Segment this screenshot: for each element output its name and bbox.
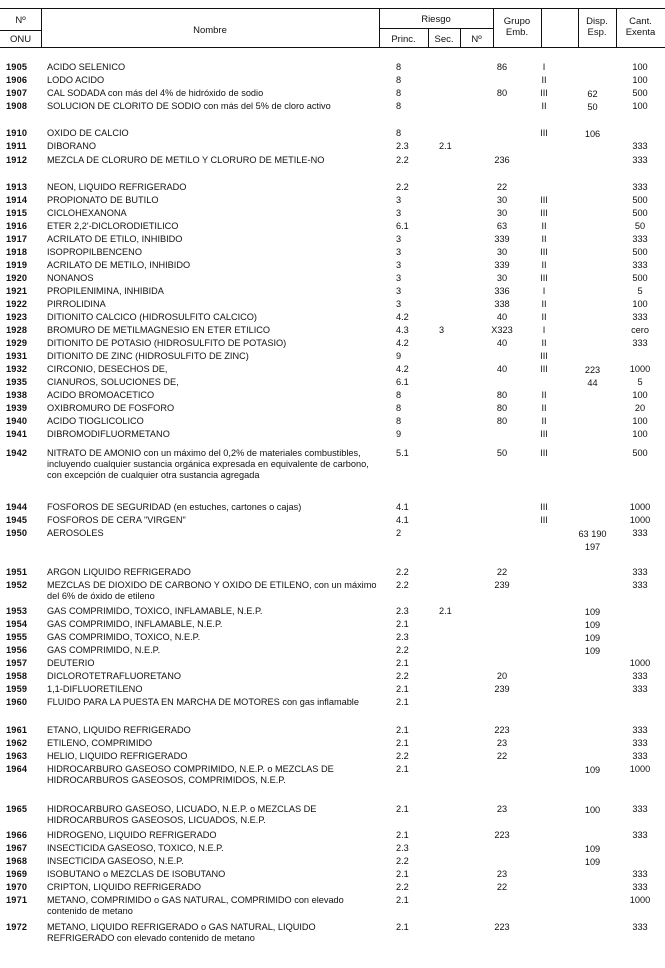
row-name: MEZCLAS DE DIOXIDO DE CARBONO Y OXIDO DE ETILENO, con un máximo del 6% de óxido de etileno xyxy=(47,580,377,601)
row-name: ACRILATO DE ETILO, INHIBIDO xyxy=(47,234,183,244)
row-onu: 1913 xyxy=(6,182,28,192)
row-onu: 1963 xyxy=(6,751,28,761)
row-riesgo-num: 22 xyxy=(496,182,508,192)
row-riesgo-num: 338 xyxy=(494,299,510,309)
row-name: AEROSOLES xyxy=(47,528,104,538)
row-name: CIANUROS, SOLUCIONES DE, xyxy=(47,377,179,387)
row-riesgo-sec: 3 xyxy=(439,325,445,335)
row-riesgo-num: 40 xyxy=(496,364,508,374)
row-name: GAS COMPRIMIDO, TOXICO, INFLAMABLE, N.E.P. xyxy=(47,606,263,616)
row-onu: 1929 xyxy=(6,338,28,348)
row-cant-exenta: 500 xyxy=(632,208,648,218)
row-riesgo-princ: 4.2 xyxy=(396,312,409,322)
row-name: ETILENO, COMPRIMIDO xyxy=(47,738,153,748)
row-name: GAS COMPRIMIDO, N.E.P. xyxy=(47,645,161,655)
row-riesgo-num: 20 xyxy=(496,671,508,681)
row-name: ACIDO TIOGLICOLICO xyxy=(47,416,144,426)
row-onu: 1961 xyxy=(6,725,28,735)
row-onu: 1942 xyxy=(6,448,28,458)
row-riesgo-num: 23 xyxy=(496,869,508,879)
row-riesgo-princ: 9 xyxy=(396,429,402,439)
row-onu: 1970 xyxy=(6,882,28,892)
row-riesgo-princ: 3 xyxy=(396,234,402,244)
row-onu: 1968 xyxy=(6,856,28,866)
row-grupo-emb: III xyxy=(540,429,548,439)
row-riesgo-princ: 6.1 xyxy=(396,221,409,231)
row-riesgo-num: 50 xyxy=(496,448,508,458)
header-top-rule xyxy=(0,8,665,9)
row-cant-exenta: 333 xyxy=(632,882,648,892)
row-riesgo-num: 30 xyxy=(496,273,508,283)
row-onu: 1938 xyxy=(6,390,28,400)
row-name: INSECTICIDA GASEOSO, N.E.P. xyxy=(47,856,184,866)
row-riesgo-princ: 2.1 xyxy=(396,738,409,748)
row-onu: 1922 xyxy=(6,299,28,309)
row-onu: 1950 xyxy=(6,528,28,538)
row-cant-exenta: 333 xyxy=(632,869,648,879)
row-riesgo-num: X323 xyxy=(491,325,513,335)
row-riesgo-princ: 2.2 xyxy=(396,671,409,681)
row-onu: 1920 xyxy=(6,273,28,283)
row-cant-exenta: 500 xyxy=(632,247,648,257)
row-onu: 1944 xyxy=(6,502,28,512)
row-onu: 1906 xyxy=(6,75,28,85)
row-cant-exenta: 333 xyxy=(632,830,648,840)
row-name: BROMURO DE METILMAGNESIO EN ETER ETILICO xyxy=(47,325,271,335)
row-riesgo-princ: 9 xyxy=(396,351,402,361)
header-sec: Sec. xyxy=(434,34,454,45)
row-onu: 1921 xyxy=(6,286,28,296)
row-cant-exenta: 333 xyxy=(632,751,648,761)
row-cant-exenta: 333 xyxy=(632,182,648,192)
row-name: ISOBUTANO o MEZCLAS DE ISOBUTANO xyxy=(47,869,226,879)
row-cant-exenta: 333 xyxy=(632,671,648,681)
row-onu: 1911 xyxy=(6,141,27,151)
row-name: HELIO, LIQUIDO REFRIGERADO xyxy=(47,751,188,761)
row-disp-esp: 63 190 197 xyxy=(578,529,607,552)
row-onu: 1935 xyxy=(6,377,28,387)
row-cant-exenta: 100 xyxy=(632,101,648,111)
row-riesgo-princ: 3 xyxy=(396,195,402,205)
row-name: NEON, LIQUIDO REFRIGERADO xyxy=(47,182,187,192)
row-grupo-emb: III xyxy=(540,364,548,374)
row-riesgo-princ: 3 xyxy=(396,208,402,218)
row-onu: 1951 xyxy=(6,567,28,577)
row-riesgo-princ: 2.3 xyxy=(396,843,409,853)
row-disp-esp: 100 xyxy=(584,805,601,815)
row-grupo-emb: I xyxy=(542,286,546,296)
row-name: SOLUCION DE CLORITO DE SODIO con más del 5% de cloro activo xyxy=(47,101,331,111)
row-grupo-emb: II xyxy=(541,260,547,270)
row-cant-exenta: 500 xyxy=(632,448,648,458)
row-name: ACIDO BROMOACETICO xyxy=(47,390,155,400)
row-riesgo-princ: 2.3 xyxy=(396,606,409,616)
row-cant-exenta: 333 xyxy=(632,312,648,322)
row-riesgo-num: 23 xyxy=(496,738,508,748)
row-riesgo-num: 23 xyxy=(496,804,508,814)
row-cant-exenta: 333 xyxy=(632,804,648,814)
row-name: FOSFOROS DE SEGURIDAD (en estuches, cartones o cajas) xyxy=(47,502,302,512)
row-riesgo-num: 22 xyxy=(496,882,508,892)
row-cant-exenta: 333 xyxy=(632,338,648,348)
row-disp-esp: 223 xyxy=(584,365,601,375)
row-name: DITIONITO CALCICO (HIDROSULFITO CALCICO) xyxy=(47,312,257,322)
row-disp-esp: 62 xyxy=(587,89,598,99)
row-riesgo-princ: 2.2 xyxy=(396,751,409,761)
row-riesgo-princ: 4.1 xyxy=(396,515,409,525)
row-name: DIBORANO xyxy=(47,141,97,151)
row-name: CIRCONIO, DESECHOS DE, xyxy=(47,364,168,374)
header-bottom-rule xyxy=(0,47,665,48)
row-cant-exenta: 20 xyxy=(634,403,646,413)
row-name: CRIPTON, LIQUIDO REFRIGERADO xyxy=(47,882,201,892)
row-cant-exenta: 1000 xyxy=(629,658,651,668)
row-onu: 1918 xyxy=(6,247,28,257)
row-name: ACIDO SELENICO xyxy=(47,62,126,72)
row-disp-esp: 44 xyxy=(587,378,598,388)
row-onu: 1932 xyxy=(6,364,28,374)
row-onu: 1956 xyxy=(6,645,28,655)
row-onu: 1941 xyxy=(6,429,28,439)
row-onu: 1964 xyxy=(6,764,28,774)
row-cant-exenta: 500 xyxy=(632,195,648,205)
row-grupo-emb: II xyxy=(541,338,547,348)
row-onu: 1919 xyxy=(6,260,28,270)
row-riesgo-num: 336 xyxy=(494,286,510,296)
row-riesgo-princ: 2.2 xyxy=(396,580,409,590)
row-riesgo-princ: 2.2 xyxy=(396,882,409,892)
header-cant: Cant. Exenta xyxy=(625,16,656,38)
row-onu: 1953 xyxy=(6,606,28,616)
row-disp-esp: 109 xyxy=(584,607,601,617)
row-riesgo-princ: 8 xyxy=(396,62,402,72)
row-grupo-emb: III xyxy=(540,515,548,525)
row-cant-exenta: 5 xyxy=(637,377,643,387)
row-onu: 1945 xyxy=(6,515,28,525)
row-riesgo-princ: 4.2 xyxy=(396,364,409,374)
row-cant-exenta: 333 xyxy=(632,738,648,748)
row-riesgo-num: 223 xyxy=(494,922,510,932)
row-cant-exenta: 1000 xyxy=(629,895,651,905)
row-riesgo-princ: 2.1 xyxy=(396,697,409,707)
row-riesgo-num: 63 xyxy=(496,221,508,231)
row-cant-exenta: 1000 xyxy=(629,764,651,774)
row-grupo-emb: III xyxy=(540,273,548,283)
row-cant-exenta: 500 xyxy=(632,88,648,98)
row-riesgo-num: 339 xyxy=(494,234,510,244)
row-grupo-emb: III xyxy=(540,128,548,138)
row-riesgo-princ: 2.1 xyxy=(396,922,409,932)
row-name: DITIONITO DE POTASIO (HIDROSULFITO DE POTASIO) xyxy=(47,338,287,348)
row-cant-exenta: 1000 xyxy=(629,515,651,525)
header-riesgo: Riesgo xyxy=(421,14,451,25)
row-name: NONANOS xyxy=(47,273,94,283)
row-cant-exenta: 100 xyxy=(632,416,648,426)
row-grupo-emb: II xyxy=(541,312,547,322)
row-grupo-emb: II xyxy=(541,221,547,231)
row-grupo-emb: III xyxy=(540,88,548,98)
row-cant-exenta: 333 xyxy=(632,260,648,270)
row-grupo-emb: I xyxy=(542,325,546,335)
row-onu: 1905 xyxy=(6,62,28,72)
row-name: ETER 2,2'-DICLORODIETILICO xyxy=(47,221,179,231)
row-name: FOSFOROS DE CERA "VIRGEN" xyxy=(47,515,186,525)
row-riesgo-princ: 8 xyxy=(396,128,402,138)
row-riesgo-num: 30 xyxy=(496,247,508,257)
row-riesgo-num: 80 xyxy=(496,416,508,426)
row-riesgo-princ: 2.1 xyxy=(396,804,409,814)
row-riesgo-princ: 3 xyxy=(396,260,402,270)
row-onu: 1939 xyxy=(6,403,28,413)
col-divider xyxy=(541,8,542,48)
row-onu: 1928 xyxy=(6,325,28,335)
row-grupo-emb: III xyxy=(540,351,548,361)
row-onu: 1962 xyxy=(6,738,28,748)
row-name: DITIONITO DE ZINC (HIDROSULFITO DE ZINC) xyxy=(47,351,249,361)
row-name: PROPIONATO DE BUTILO xyxy=(47,195,159,205)
row-cant-exenta: 333 xyxy=(632,528,648,538)
row-riesgo-princ: 3 xyxy=(396,286,402,296)
row-onu: 1940 xyxy=(6,416,28,426)
row-riesgo-num: 339 xyxy=(494,260,510,270)
row-grupo-emb: II xyxy=(541,299,547,309)
row-cant-exenta: 333 xyxy=(632,922,648,932)
row-riesgo-sec: 2.1 xyxy=(439,606,452,616)
row-riesgo-princ: 2.2 xyxy=(396,155,409,165)
row-name: ACRILATO DE METILO, INHIBIDO xyxy=(47,260,191,270)
row-name: 1,1-DIFLUORETILENO xyxy=(47,684,143,694)
row-onu: 1960 xyxy=(6,697,28,707)
row-cant-exenta: 333 xyxy=(632,234,648,244)
row-riesgo-princ: 2.2 xyxy=(396,645,409,655)
header-nombre: Nombre xyxy=(193,25,227,36)
row-disp-esp: 106 xyxy=(584,129,601,139)
row-onu: 1917 xyxy=(6,234,28,244)
row-riesgo-princ: 8 xyxy=(396,403,402,413)
row-cant-exenta: 1000 xyxy=(629,502,651,512)
row-name: NITRATO DE AMONIO con un máximo del 0,2% de materiales combustibles, incluyendo cualquier sustancia orgánica expresada en equivalente de carbono, con excepción de cualquier otra sustancia agregada xyxy=(47,448,369,480)
row-onu: 1931 xyxy=(6,351,28,361)
row-riesgo-num: 22 xyxy=(496,567,508,577)
row-name: FLUIDO PARA LA PUESTA EN MARCHA DE MOTORES con gas inflamable xyxy=(47,697,359,707)
row-onu: 1955 xyxy=(6,632,28,642)
row-grupo-emb: II xyxy=(541,101,547,111)
row-grupo-emb: II xyxy=(541,416,547,426)
row-riesgo-princ: 8 xyxy=(396,390,402,400)
row-onu: 1910 xyxy=(6,128,28,138)
row-riesgo-princ: 3 xyxy=(396,247,402,257)
row-riesgo-princ: 2.3 xyxy=(396,141,409,151)
row-cant-exenta: 100 xyxy=(632,429,648,439)
row-grupo-emb: I xyxy=(542,62,546,72)
row-disp-esp: 50 xyxy=(587,102,598,112)
row-name: PIRROLIDINA xyxy=(47,299,106,309)
row-riesgo-num: 40 xyxy=(496,312,508,322)
row-riesgo-princ: 2.1 xyxy=(396,830,409,840)
row-name: DEUTERIO xyxy=(47,658,95,668)
row-riesgo-num: 223 xyxy=(494,830,510,840)
row-cant-exenta: 333 xyxy=(632,567,648,577)
row-riesgo-princ: 5.1 xyxy=(396,448,409,458)
row-name: GAS COMPRIMIDO, TOXICO, N.E.P. xyxy=(47,632,201,642)
row-onu: 1967 xyxy=(6,843,28,853)
header-no-divider xyxy=(0,30,41,31)
row-riesgo-princ: 4.1 xyxy=(396,502,409,512)
header-onu: ONU xyxy=(9,34,32,45)
row-onu: 1916 xyxy=(6,221,28,231)
row-cant-exenta: cero xyxy=(631,325,649,335)
row-onu: 1957 xyxy=(6,658,28,668)
row-riesgo-num: 30 xyxy=(496,195,508,205)
row-name: METANO, COMPRIMIDO o GAS NATURAL, COMPRIMIDO con elevado contenido de metano xyxy=(47,895,344,916)
row-riesgo-princ: 4.2 xyxy=(396,338,409,348)
row-riesgo-princ: 2.1 xyxy=(396,895,409,905)
row-riesgo-princ: 8 xyxy=(396,101,402,111)
row-onu: 1907 xyxy=(6,88,28,98)
row-onu: 1972 xyxy=(6,922,28,932)
row-grupo-emb: III xyxy=(540,502,548,512)
row-riesgo-princ: 2.2 xyxy=(396,856,409,866)
row-onu: 1954 xyxy=(6,619,28,629)
row-riesgo-princ: 4.3 xyxy=(396,325,409,335)
row-name: MEZCLA DE CLORURO DE METILO Y CLORURO DE METILE-NO xyxy=(47,155,325,165)
row-grupo-emb: II xyxy=(541,403,547,413)
row-name: ETANO, LIQUIDO REFRIGERADO xyxy=(47,725,191,735)
row-grupo-emb: II xyxy=(541,75,547,85)
row-riesgo-princ: 2.1 xyxy=(396,658,409,668)
row-riesgo-num: 239 xyxy=(494,580,510,590)
row-riesgo-princ: 8 xyxy=(396,75,402,85)
row-cant-exenta: 333 xyxy=(632,141,648,151)
row-grupo-emb: II xyxy=(541,390,547,400)
row-riesgo-sec: 2.1 xyxy=(439,141,452,151)
row-disp-esp: 109 xyxy=(584,633,601,643)
row-riesgo-num: 239 xyxy=(494,684,510,694)
row-riesgo-princ: 3 xyxy=(396,273,402,283)
row-name: HIDROGENO, LIQUIDO REFRIGERADO xyxy=(47,830,217,840)
row-riesgo-num: 80 xyxy=(496,88,508,98)
row-riesgo-num: 80 xyxy=(496,390,508,400)
row-name: PROPILENIMINA, INHIBIDA xyxy=(47,286,164,296)
row-grupo-emb: III xyxy=(540,208,548,218)
row-cant-exenta: 333 xyxy=(632,684,648,694)
row-name: HIDROCARBURO GASEOSO, LICUADO, N.E.P. o MEZCLAS DE HIDROCARBUROS GASEOSOS, LICUADOS, N.E.P. xyxy=(47,804,317,825)
row-riesgo-princ: 2.3 xyxy=(396,632,409,642)
row-onu: 1952 xyxy=(6,580,28,590)
row-name: DIBROMODIFLUORMETANO xyxy=(47,429,170,439)
row-riesgo-princ: 2.1 xyxy=(396,725,409,735)
row-onu: 1958 xyxy=(6,671,28,681)
row-name: CAL SODADA con más del 4% de hidróxido de sodio xyxy=(47,88,264,98)
row-name: METANO, LIQUIDO REFRIGERADO o GAS NATURAL, LIQUIDO REFRIGERADO con elevado contenido de metano xyxy=(47,922,316,943)
row-cant-exenta: 333 xyxy=(632,725,648,735)
row-cant-exenta: 100 xyxy=(632,75,648,85)
col-divider xyxy=(578,8,579,48)
row-cant-exenta: 100 xyxy=(632,299,648,309)
row-grupo-emb: II xyxy=(541,234,547,244)
row-name: GAS COMPRIMIDO, INFLAMABLE, N.E.P. xyxy=(47,619,223,629)
row-onu: 1969 xyxy=(6,869,28,879)
row-riesgo-princ: 2.1 xyxy=(396,764,409,774)
row-grupo-emb: III xyxy=(540,448,548,458)
row-name: HIDROCARBURO GASEOSO COMPRIMIDO, N.E.P. o MEZCLAS DE HIDROCARBUROS GASEOSOS, COMPRIMIDOS, N.E.P. xyxy=(47,764,334,785)
header-riesgo-divider xyxy=(379,28,493,29)
row-riesgo-num: 236 xyxy=(494,155,510,165)
row-riesgo-num: 86 xyxy=(496,62,508,72)
row-riesgo-princ: 2 xyxy=(396,528,402,538)
row-onu: 1914 xyxy=(6,195,28,205)
row-cant-exenta: 1000 xyxy=(629,364,651,374)
row-cant-exenta: 100 xyxy=(632,390,648,400)
row-cant-exenta: 50 xyxy=(634,221,646,231)
row-onu: 1908 xyxy=(6,101,28,111)
row-riesgo-princ: 3 xyxy=(396,299,402,309)
row-grupo-emb: III xyxy=(540,195,548,205)
row-riesgo-num: 223 xyxy=(494,725,510,735)
row-name: OXIBROMURO DE FOSFORO xyxy=(47,403,175,413)
header-grupo: Grupo Emb. xyxy=(503,16,531,38)
row-cant-exenta: 333 xyxy=(632,580,648,590)
header-disp: Disp. Esp. xyxy=(586,16,608,38)
row-onu: 1915 xyxy=(6,208,28,218)
row-onu: 1965 xyxy=(6,804,28,814)
row-name: ARGON LIQUIDO REFRIGERADO xyxy=(47,567,191,577)
row-cant-exenta: 333 xyxy=(632,155,648,165)
row-disp-esp: 109 xyxy=(584,646,601,656)
row-disp-esp: 109 xyxy=(584,857,601,867)
row-name: CICLOHEXANONA xyxy=(47,208,127,218)
col-divider xyxy=(493,8,494,48)
row-cant-exenta: 5 xyxy=(637,286,643,296)
header-princ: Princ. xyxy=(391,34,416,45)
row-name: ISOPROPILBENCENO xyxy=(47,247,142,257)
row-onu: 1912 xyxy=(6,155,28,165)
header-no: Nº xyxy=(15,15,26,26)
row-cant-exenta: 500 xyxy=(632,273,648,283)
row-onu: 1923 xyxy=(6,312,28,322)
row-onu: 1966 xyxy=(6,830,28,840)
row-riesgo-num: 80 xyxy=(496,403,508,413)
row-name: DICLOROTETRAFLUORETANO xyxy=(47,671,182,681)
header-num: Nº xyxy=(471,34,482,45)
row-name: OXIDO DE CALCIO xyxy=(47,128,129,138)
row-name: LODO ACIDO xyxy=(47,75,105,85)
row-riesgo-princ: 2.1 xyxy=(396,684,409,694)
row-riesgo-princ: 2.1 xyxy=(396,619,409,629)
row-disp-esp: 109 xyxy=(584,844,601,854)
row-grupo-emb: III xyxy=(540,247,548,257)
row-onu: 1959 xyxy=(6,684,28,694)
row-riesgo-num: 22 xyxy=(496,751,508,761)
row-cant-exenta: 100 xyxy=(632,62,648,72)
row-riesgo-princ: 8 xyxy=(396,88,402,98)
row-onu: 1971 xyxy=(6,895,28,905)
row-riesgo-princ: 6.1 xyxy=(396,377,409,387)
row-riesgo-num: 40 xyxy=(496,338,508,348)
row-disp-esp: 109 xyxy=(584,620,601,630)
row-riesgo-princ: 2.1 xyxy=(396,869,409,879)
row-disp-esp: 109 xyxy=(584,765,601,775)
row-riesgo-princ: 8 xyxy=(396,416,402,426)
row-riesgo-princ: 2.2 xyxy=(396,567,409,577)
row-name: INSECTICIDA GASEOSO, TOXICO, N.E.P. xyxy=(47,843,224,853)
row-riesgo-princ: 2.2 xyxy=(396,182,409,192)
row-riesgo-num: 30 xyxy=(496,208,508,218)
